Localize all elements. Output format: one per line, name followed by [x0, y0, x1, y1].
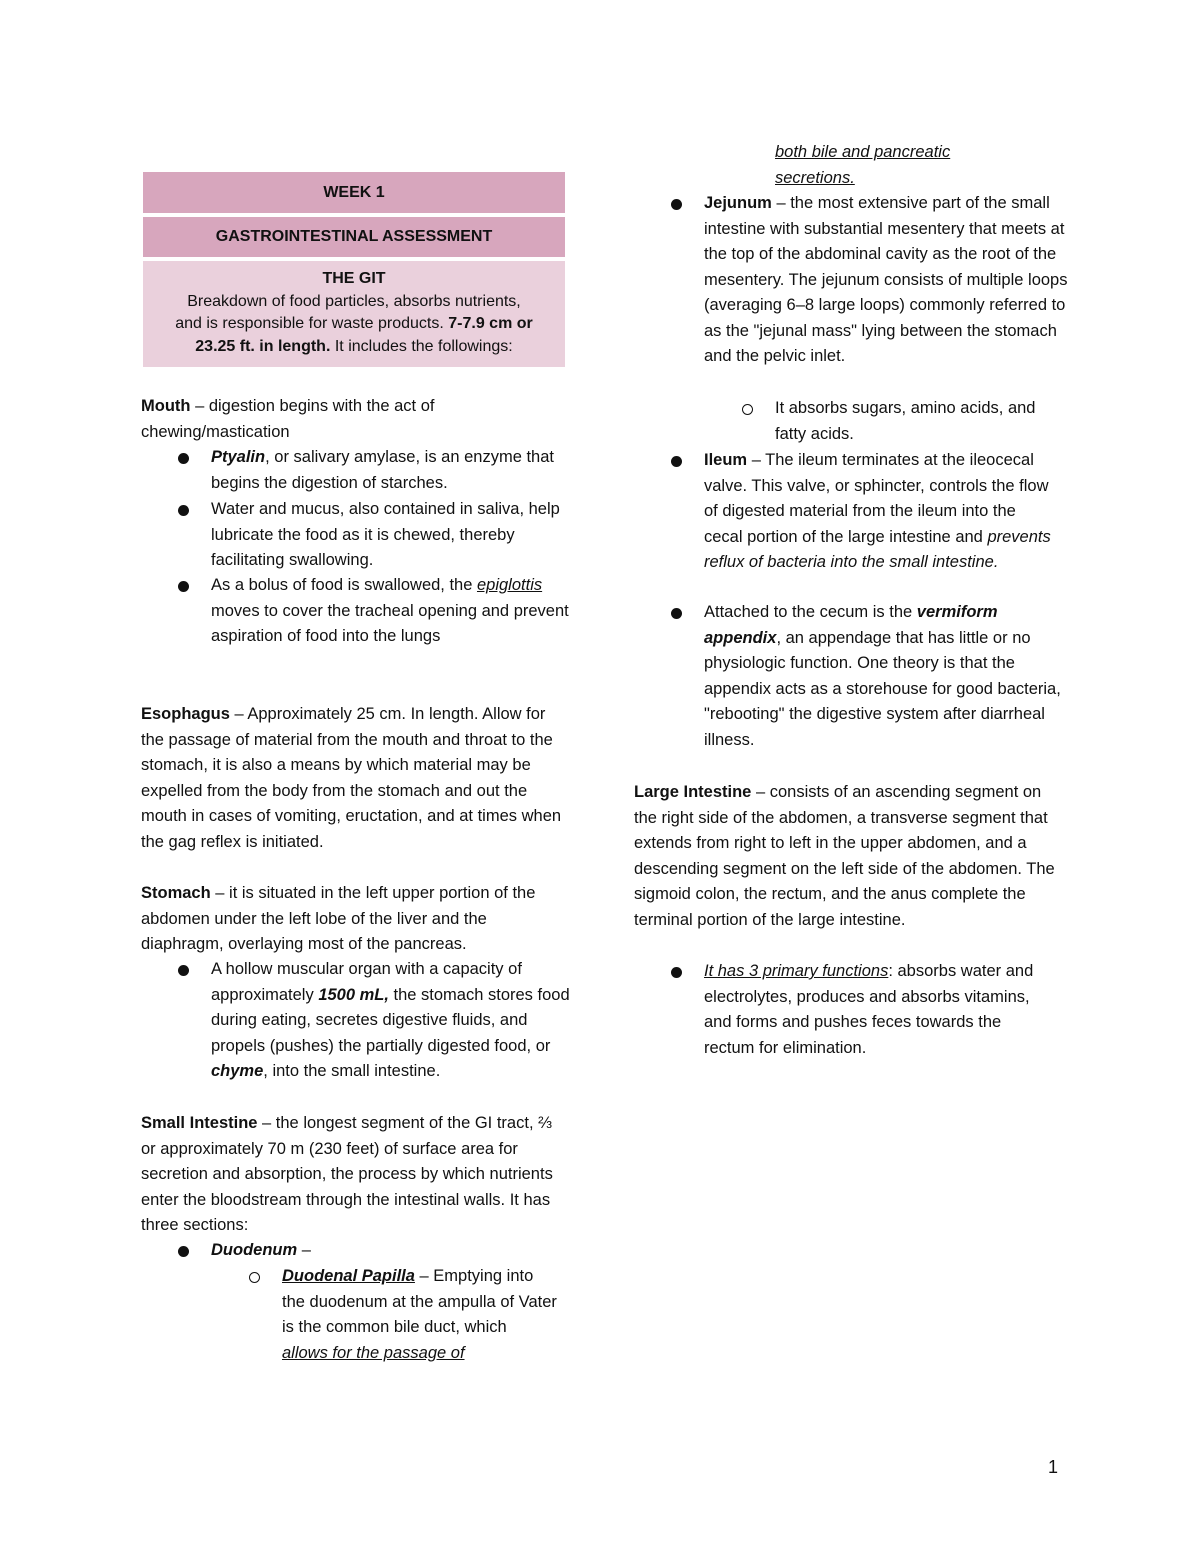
papilla-continuation-line-2: secretions. [775, 169, 855, 187]
bullet-icon [178, 1246, 189, 1257]
circle-bullet-icon [742, 404, 753, 415]
week-heading: WEEK 1 [143, 172, 565, 213]
git-summary-box [143, 261, 565, 367]
bullet-icon [178, 453, 189, 464]
mouth-paragraph: Mouth – digestion begins with the act of chewing/mastication [141, 397, 435, 441]
bullet-icon [178, 581, 189, 592]
bullet-icon [671, 199, 682, 210]
large-intestine-paragraph: Large Intestine – consists of an ascending segment on the right side of the abdomen, a transverse segment that extends from right to left in the upper abdomen, and a descending segment on the left side of the abdomen. The sigmoid colon, the rectum, and the anus complete the terminal portion of the large intestine. [634, 783, 1055, 929]
small-intestine-paragraph: Small Intestine – the longest segment of the GI tract, ⅔ or approximately 70 m (230 feet) of surface area for secretion and absorption, the process by which nutrients enter the bloodstream through the intestinal walls. It has three sections: [141, 1114, 553, 1234]
bullet-icon [178, 505, 189, 516]
papilla-continuation-line-1: both bile and pancreatic [775, 143, 951, 161]
git-desc-line-2: and is responsible for waste products. 7-7.9 cm or [175, 315, 533, 332]
circle-bullet-icon [249, 1272, 260, 1283]
section-heading: GASTROINTESTINAL ASSESSMENT [143, 217, 565, 257]
stomach-paragraph: Stomach – it is situated in the left upper portion of the abdomen under the left lobe of the liver and the diaphragm, overlaying most of the pancreas. [141, 884, 536, 953]
bullet-icon [178, 965, 189, 976]
esophagus-paragraph: Esophagus – Approximately 25 cm. In length. Allow for the passage of material from the mouth and throat to the stomach, it is also a means by which material may be expelled from the body from the stomach and out the mouth in cases of vomiting, eructation, and at times when the gag reflex is initiated. [141, 705, 562, 851]
git-desc-line-1: Breakdown of food particles, absorbs nutrients, [187, 292, 521, 310]
git-title: THE GIT [322, 270, 386, 287]
git-desc-line-3: 23.25 ft. in length. It includes the followings: [195, 337, 513, 355]
page-number: 1 [1048, 1457, 1059, 1477]
bullet-icon [671, 608, 682, 619]
bullet-icon [671, 967, 682, 978]
bullet-icon [671, 456, 682, 467]
